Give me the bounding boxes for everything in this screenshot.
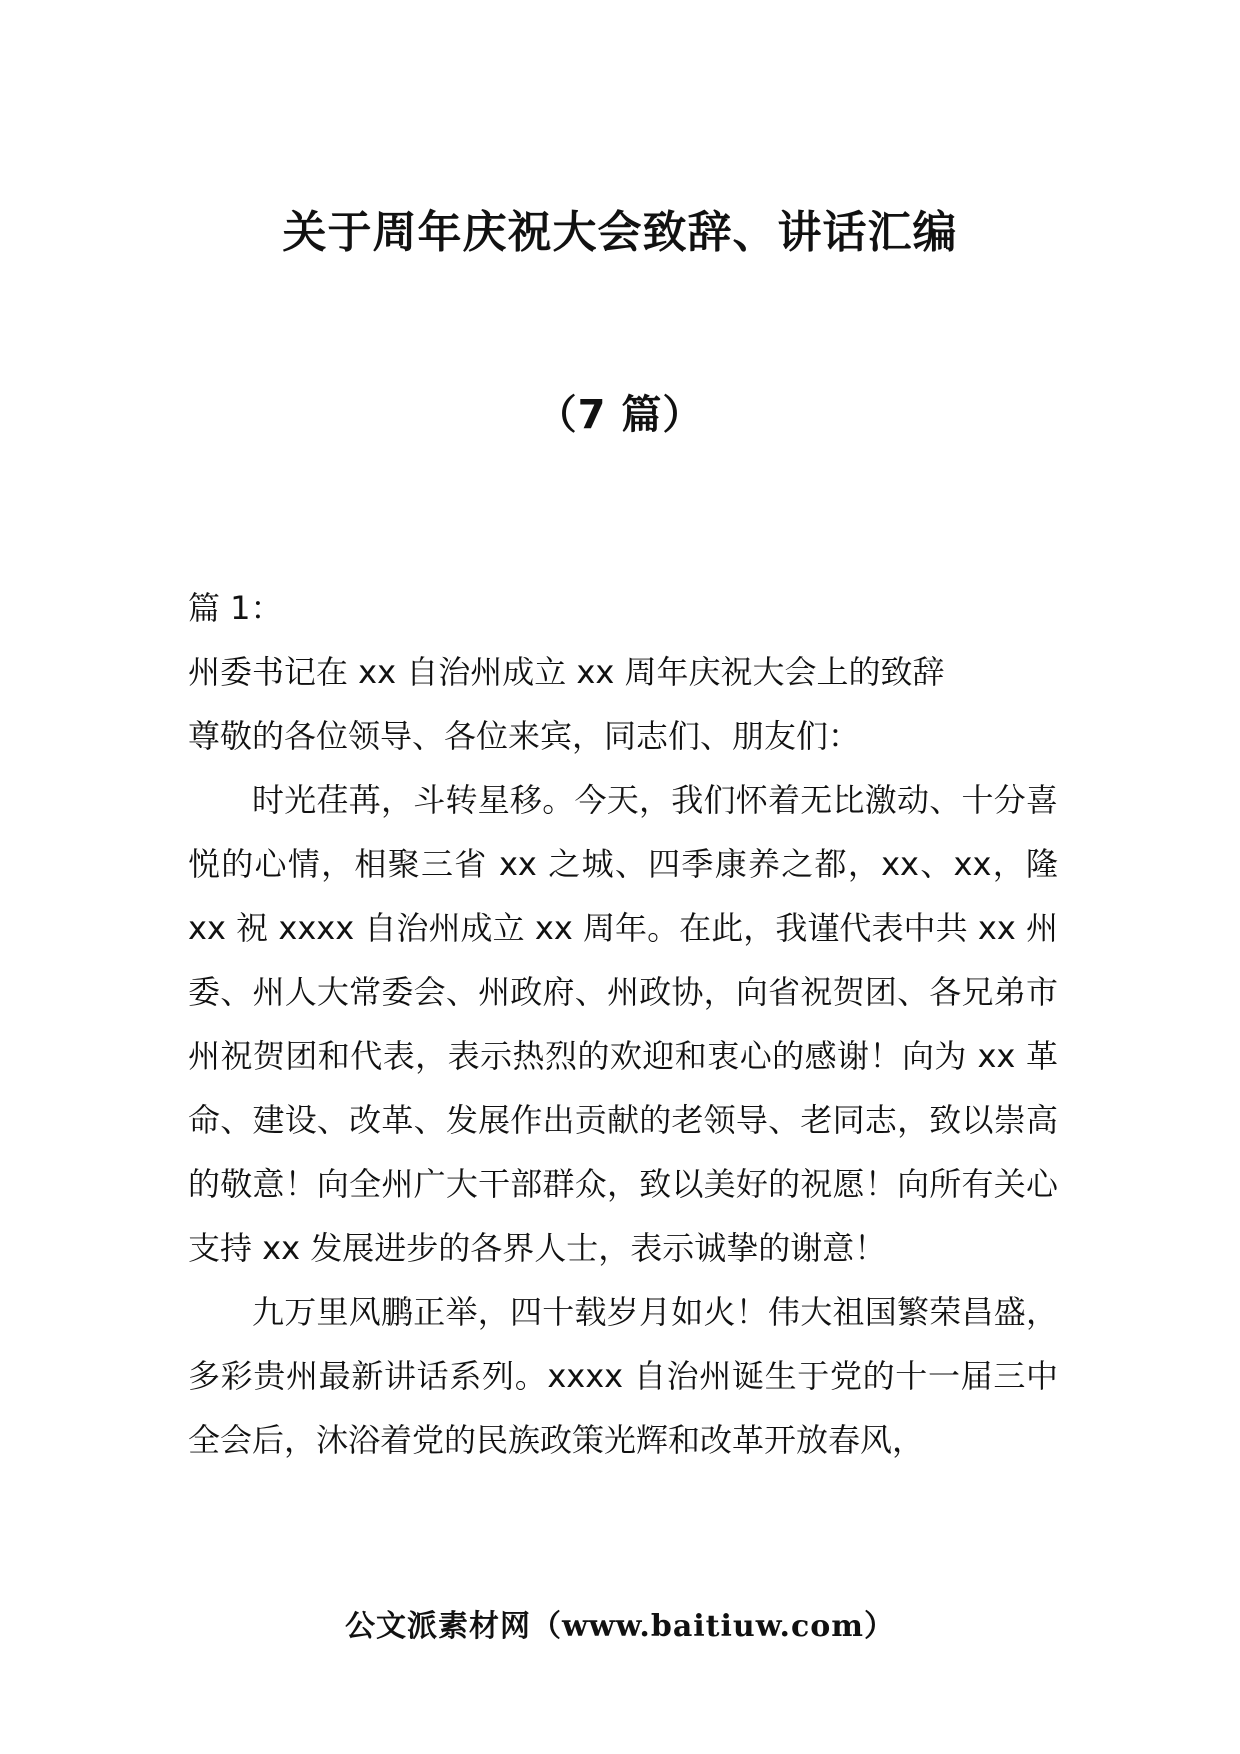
section-label: 篇 1：	[188, 589, 283, 627]
salutation: 尊敬的各位领导、各位来宾，同志们、朋友们：	[188, 717, 861, 755]
document-title: 关于周年庆祝大会致辞、讲话汇编	[282, 207, 958, 258]
footer-source: 公文派素材网（www.baitiuw.com）	[344, 1609, 896, 1644]
document-subtitle: （7 篇）	[536, 392, 704, 438]
speech-title: 州委书记在 xx 自治州成立 xx 周年庆祝大会上的致辞	[188, 653, 945, 691]
body-paragraph-1: 时光荏苒，斗转星移。今天，我们怀着无比激动、十分喜悦的心情，相聚三省 xx 之城、四季康养之都，xx、xx，隆 xx 祝 xxxx 自治州成立 xx 周年。在此，我谨代表中共 xx 州委、州人大常委会、州政府、州政协，向省祝贺团、各兄弟市州祝贺团和代表，表示热烈的欢迎和衷心的感谢！向为 xx 革命、建设、改革、发展作出贡献的老领导、老同志，致以崇高的敬意！向全州广大干部群众，致以美好的祝愿！向所有关心支持 xx 发展进步的各界人士，表示诚挚的谢意！	[188, 781, 1058, 1267]
body-paragraph-2: 九万里风鹏正举，四十载岁月如火！伟大祖国繁荣昌盛，多彩贵州最新讲话系列。xxxx 自治州诞生于党的十一届三中全会后，沐浴着党的民族政策光辉和改革开放春风，	[188, 1293, 1058, 1459]
document-body	[188, 576, 1058, 1472]
